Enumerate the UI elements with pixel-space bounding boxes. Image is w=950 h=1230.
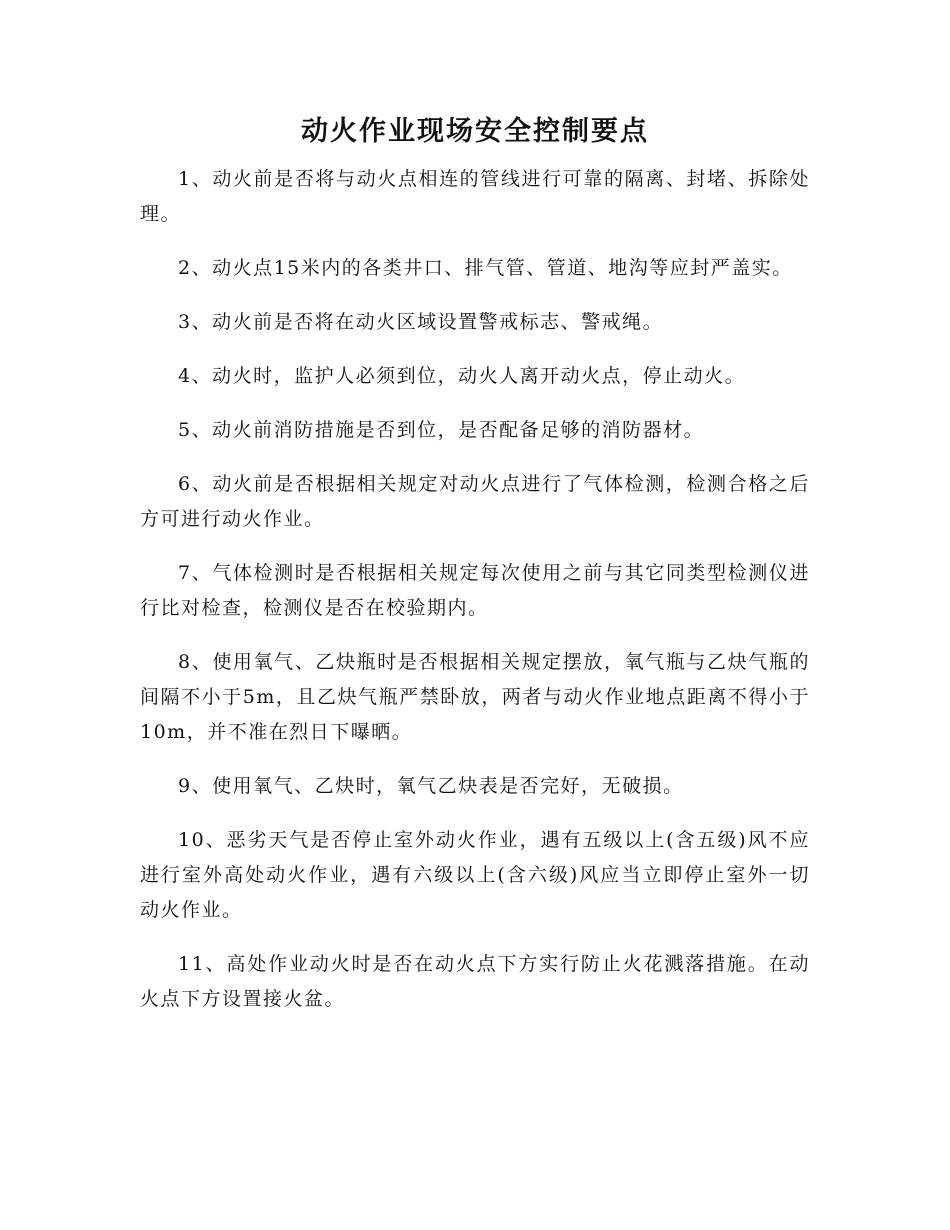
paragraph-item-11: 11、高处作业动火时是否在动火点下方实行防止火花溅落措施。在动火点下方设置接火盆。 xyxy=(140,953,810,1010)
paragraph-item-7: 7、气体检测时是否根据相关规定每次使用之前与其它同类型检测仪进行比对检查，检测仪是否在校验期内。 xyxy=(140,562,810,619)
paragraph-item-2: 2、动火点15米内的各类井口、排气管、管道、地沟等应封严盖实。 xyxy=(178,257,793,279)
paragraph-item-9: 9、使用氧气、乙炔时，氧气乙炔表是否完好，无破损。 xyxy=(178,775,684,797)
paragraph-item-8: 8、使用氧气、乙炔瓶时是否根据相关规定摆放，氧气瓶与乙炔气瓶的间隔不小于5m，且乙炔气瓶严禁卧放，两者与动火作业地点距离不得小于10m，并不准在烈日下曝晒。 xyxy=(140,651,810,743)
paragraph-item-10: 10、恶劣天气是否停止室外动火作业，遇有五级以上(含五级)风不应进行室外高处动火作业，遇有六级以上(含六级)风应当立即停止室外一切动火作业。 xyxy=(140,829,810,921)
paragraph-item-6: 6、动火前是否根据相关规定对动火点进行了气体检测，检测合格之后方可进行动火作业。 xyxy=(140,473,810,530)
paragraph-item-1: 1、动火前是否将与动火点相连的管线进行可靠的隔离、封堵、拆除处理。 xyxy=(140,168,810,225)
document-title: 动火作业现场安全控制要点 xyxy=(301,116,649,147)
paragraph-item-5: 5、动火前消防措施是否到位，是否配备足够的消防器材。 xyxy=(178,419,705,441)
paragraph-item-4: 4、动火时，监护人必须到位，动火人离开动火点，停止动火。 xyxy=(178,365,746,387)
paragraph-item-3: 3、动火前是否将在动火区域设置警戒标志、警戒绳。 xyxy=(178,311,664,333)
